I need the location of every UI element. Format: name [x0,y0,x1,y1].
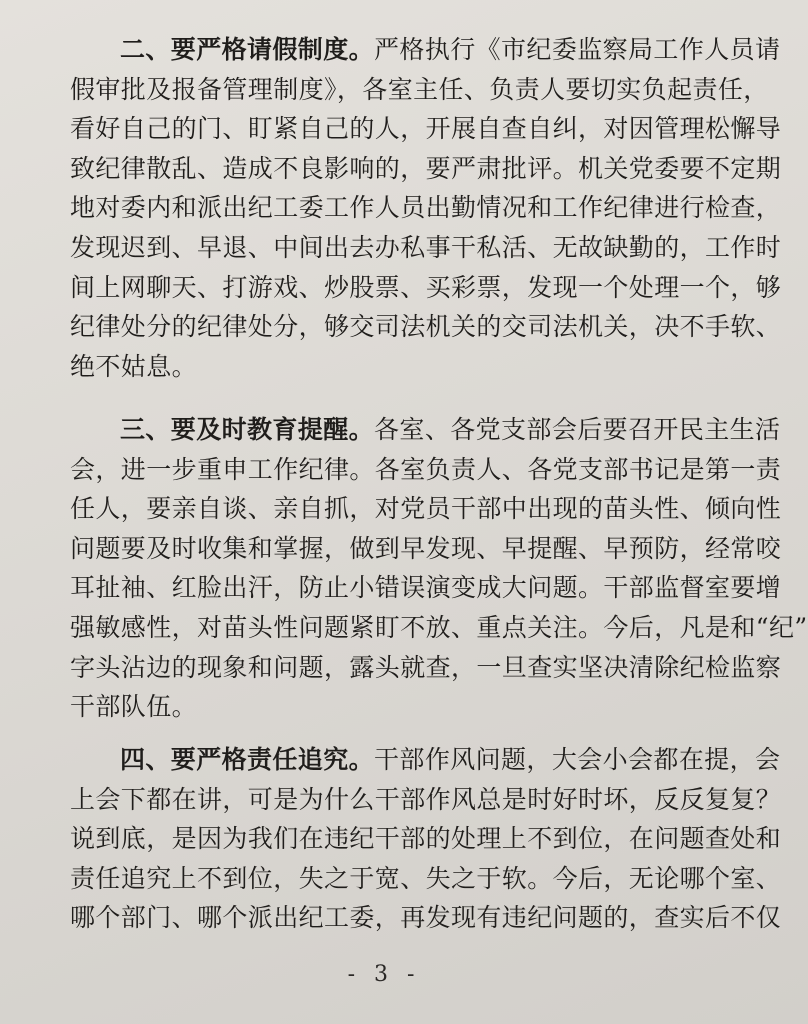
paragraph-heading: 三、要及时教育提醒。 [120,415,375,444]
paragraph-line: 责任追究上不到位，失之于宽、失之于软。今后，无论哪个室、 [70,863,782,893]
paragraph-line: 地对委内和派出纪工委工作人员出勤情况和工作纪律进行检查， [70,193,782,223]
paragraph-line: 致纪律散乱、造成不良影响的，要严肃批评。机关党委要不定期 [70,153,782,183]
paragraph-first-line [70,740,781,780]
paragraph-line: 哪个部门、哪个派出纪工委，再发现有违纪问题的，查实后不仅 [70,903,782,933]
paragraph-heading: 四、要严格责任追究。 [120,745,375,774]
paragraph-line: 绝不姑息。 [70,351,198,381]
paragraph-line: 问题要及时收集和掌握，做到早发现、早提醒、早预防，经常咬 [70,533,782,563]
paragraph-first-line [70,30,781,70]
paragraph-line: 干部队伍。 [70,692,198,722]
paragraph-line: 强敏感性，对苗头性问题紧盯不放、重点关注。今后，凡是和“纪” [70,612,808,642]
paragraph-text: 干部作风问题，大会小会都在提，会 [374,745,781,774]
page-number: - 3 - [347,962,421,987]
paragraph-text: 各室、各党支部会后要召开民主生活 [374,415,781,444]
paragraph-line: 任人，要亲自谈、亲自抓，对党员干部中出现的苗头性、倾向性 [70,494,782,524]
paragraph-line: 间上网聊天、打游戏、炒股票、买彩票，发现一个处理一个，够 [70,272,782,302]
paragraph-line: 看好自己的门、盯紧自己的人，开展自查自纠，对因管理松懈导 [70,114,782,144]
paragraph-line: 纪律处分的纪律处分，够交司法机关的交司法机关，决不手软、 [70,312,782,342]
paragraph-line: 上会下都在讲，可是为什么干部作风总是时好时坏，反反复复？ [70,784,782,814]
paragraph-leave-system [70,30,782,386]
paragraph-first-line [70,410,781,450]
paragraph-line: 会，进一步重申工作纪律。各室负责人、各党支部书记是第一责 [70,454,782,484]
paragraph-accountability [70,740,782,938]
paragraph-line: 耳扯袖、红脸出汗，防止小错误演变成大问题。干部监督室要增 [70,573,782,603]
paragraph-text: 严格执行《市纪委监察局工作人员请 [374,35,781,64]
paragraph-education-reminder [70,410,808,727]
paragraph-line: 发现迟到、早退、中间出去办私事干私活、无故缺勤的，工作时 [70,232,782,262]
paragraph-line: 字头沾边的现象和问题，露头就查，一旦查实坚决清除纪检监察 [70,652,782,682]
paragraph-line: 说到底，是因为我们在违纪干部的处理上不到位，在问题查处和 [70,824,782,854]
paragraph-line: 假审批及报备管理制度》，各室主任、负责人要切实负起责任， [70,74,769,104]
paragraph-heading: 二、要严格请假制度。 [120,35,375,64]
